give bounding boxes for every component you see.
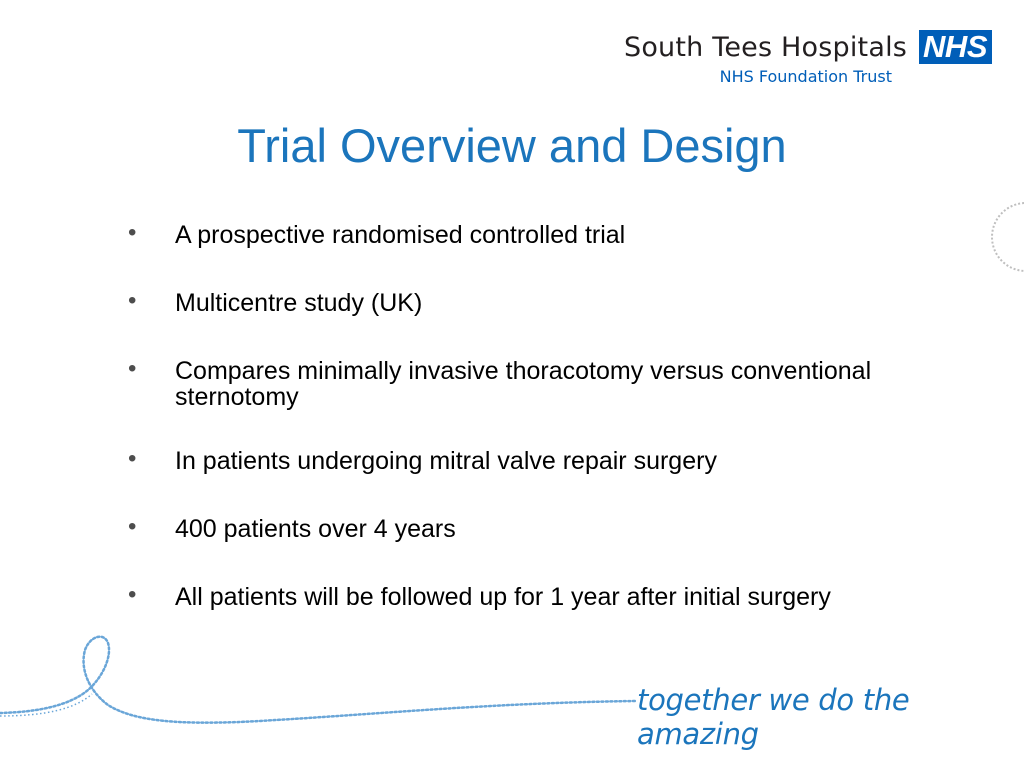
nhs-badge: NHS (919, 30, 992, 64)
ribbon-path (0, 694, 92, 716)
bullet-item (128, 287, 948, 317)
bullet-icon: • (128, 219, 137, 246)
bullet-text: 400 patients over 4 years (175, 515, 456, 543)
slide-title: Trial Overview and Design (237, 119, 787, 172)
tagline: together we do the amazing (637, 683, 910, 751)
bullet-item (128, 445, 948, 475)
bullet-icon: • (128, 513, 137, 540)
bullet-item (128, 513, 948, 543)
bullet-icon: • (128, 581, 137, 608)
logo-row (624, 30, 992, 64)
bullet-text: In patients undergoing mitral valve repair surgery (175, 447, 717, 475)
org-name: South Tees Hospitals (623, 31, 908, 63)
bullet-list (128, 219, 948, 652)
bullet-icon: • (128, 445, 137, 472)
decorative-circle (992, 203, 1024, 271)
bullet-item (128, 581, 948, 611)
bullet-text: All patients will be followed up for 1 year after initial surgery (175, 583, 831, 611)
bullet-icon: • (128, 287, 137, 314)
bullet-text: A prospective randomised controlled trial (175, 221, 626, 249)
organization-logo (624, 30, 992, 86)
bullet-text: Multicentre study (UK) (175, 289, 423, 317)
trust-name: NHS Foundation Trust (719, 67, 892, 86)
bullet-icon: • (128, 355, 137, 382)
bullet-item (128, 355, 948, 411)
bullet-text: Compares minimally invasive thoracotomy versus conventional sternotomy (175, 357, 872, 411)
bullet-item (128, 219, 948, 249)
